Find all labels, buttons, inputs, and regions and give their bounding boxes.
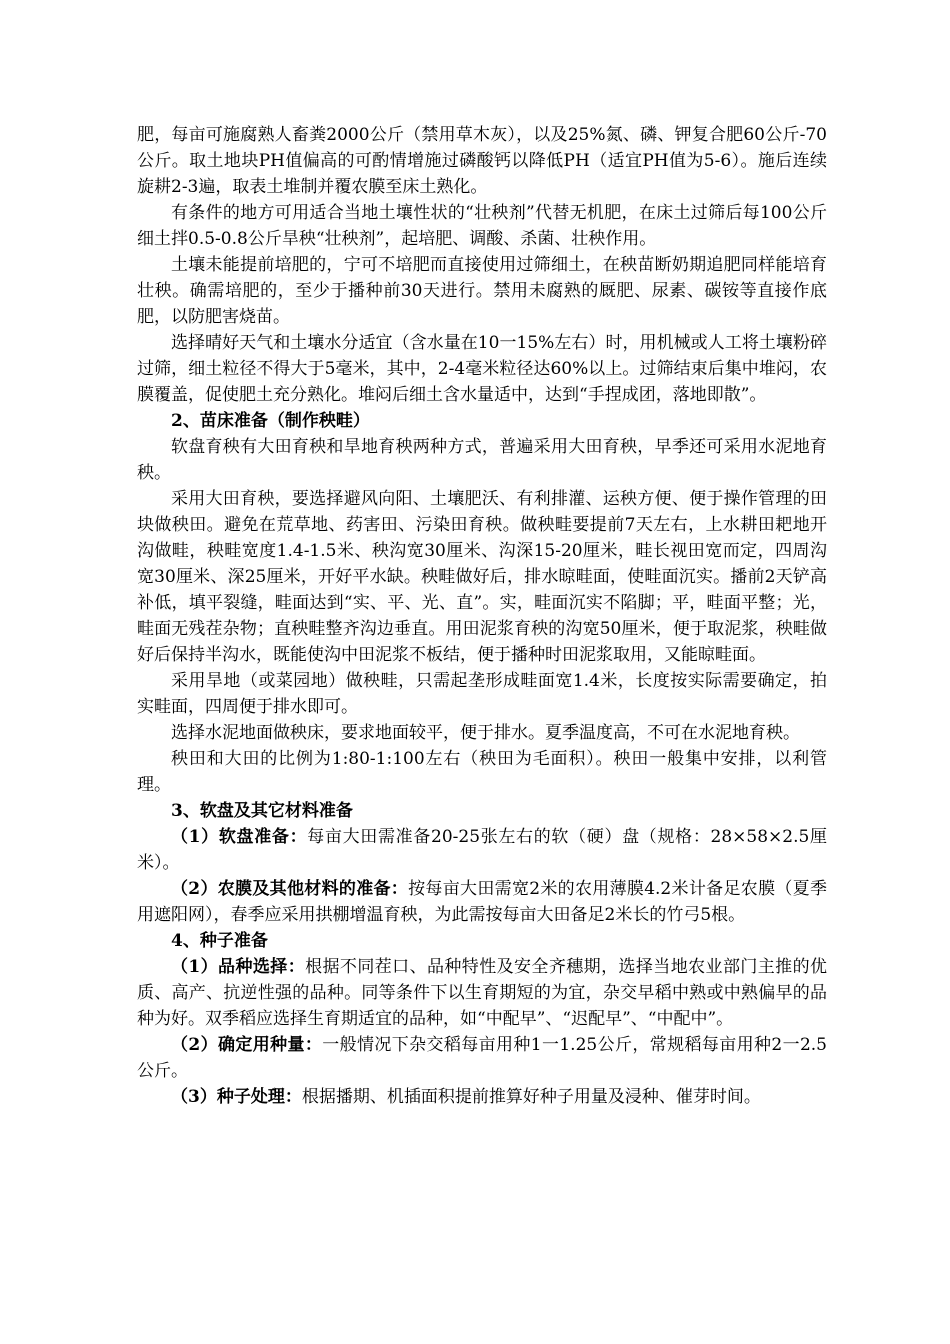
paragraph: 采用大田育秧，要选择避风向阳、土壤肥沃、有利排灌、运秧方便、便于操作管理的田块做秧田。避免在荒草地、药害田、污染田育秧。做秧畦要提前7天左右，上水耕田耙地开沟做畦，秧畦宽度1.4-1.5米、秧沟宽30厘米、沟深15-20厘米，畦长视田宽而定，四周沟宽30厘米、深25厘米，开好平水缺。秧畦做好后，排水晾畦面，使畦面沉实。播前2天铲高补低，填平裂缝，畦面达到“实、平、光、直”。实，畦面沉实不陷脚；平，畦面平整；光，畦面无残茬杂物；直秧畦整齐沟边垂直。用田泥浆育秧的沟宽50厘米，便于取泥浆，秧畦做好后保持半沟水，既能使沟中田泥浆不板结，便于播种时田泥浆取用，又能晾畦面。	[137, 489, 827, 665]
section-heading: 3、软盘及其它材料准备	[171, 801, 353, 821]
paragraph: 肥，每亩可施腐熟人畜粪2000公斤（禁用草木灰），以及25%氮、磷、钾复合肥60公斤-70公斤。取土地块PH值偏高的可酌情增施过磷酸钙以降低PH（适宜PH值为5-6）。施后连续旋耕2-3遍，取表土堆制并覆农膜至床土熟化。	[137, 125, 827, 197]
paragraph	[137, 1032, 827, 1084]
section-heading: 2、苗床准备（制作秧畦）	[171, 411, 370, 431]
item-text: 一般情况下杂交稻每亩用种1一1.25公斤，常规稻每亩用种2一2.5公斤。	[137, 1035, 827, 1081]
paragraph	[137, 876, 827, 928]
paragraph: 选择晴好天气和土壤水分适宜（含水量在10一15%左右）时，用机械或人工将土壤粉碎过筛，细土粒径不得大于5毫米，其中，2-4毫米粒径达60%以上。过筛结束后集中堆闷，农膜覆盖，促使肥土充分熟化。堆闷后细土含水量适中，达到“手捏成团，落地即散”。	[137, 333, 827, 405]
paragraph	[137, 1084, 827, 1110]
item-lead: （2）农膜及其他材料的准备：	[171, 879, 409, 899]
paragraph: 土壤未能提前培肥的，宁可不培肥而直接使用过筛细土，在秧苗断奶期追肥同样能培育壮秧。确需培肥的，至少于播种前30天进行。禁用未腐熟的厩肥、尿素、碳铵等直接作底肥，以防肥害烧苗。	[137, 255, 827, 327]
item-lead: （1）软盘准备：	[171, 827, 308, 847]
paragraph: 采用旱地（或菜园地）做秧畦，只需起垄形成畦面宽1.4米，长度按实际需要确定，拍实畦面，四周便于排水即可。	[137, 671, 827, 717]
item-text: 根据播期、机插面积提前推算好种子用量及浸种、催芽时间。	[301, 1087, 761, 1107]
item-lead: （2）确定用种量：	[171, 1035, 323, 1055]
paragraph: 软盘育秧有大田育秧和旱地育秧两种方式，普遍采用大田育秧，早季还可采用水泥地育秧。	[137, 437, 827, 483]
item-text: 根据不同茬口、品种特性及安全齐穗期，选择当地农业部门主推的优质、高产、抗逆性强的品种。同等条件下以生育期短的为宜，杂交早稻中熟或中熟偏早的品种为好。双季稻应选择生育期适宜的品种，如“中配早”、“迟配早”、“中配中”。	[137, 957, 827, 1029]
item-text: 按每亩大田需宽2米的农用薄膜4.2米计备足农膜（夏季用遮阳网），春季应采用拱棚增温育秧，为此需按每亩大田备足2米长的竹弓5根。	[137, 879, 827, 925]
paragraph: 有条件的地方可用适合当地土壤性状的“壮秧剂”代替无机肥，在床土过筛后每100公斤细土拌0.5-0.8公斤旱秧“壮秧剂”，起培肥、调酸、杀菌、壮秧作用。	[137, 203, 827, 249]
item-text: 每亩大田需准备20-25张左右的软（硬）盘（规格：28×58×2.5厘米）。	[137, 827, 827, 873]
section-heading: 4、种子准备	[171, 931, 268, 951]
item-lead: （3）种子处理：	[171, 1087, 302, 1107]
item-lead: （1）品种选择：	[171, 957, 306, 977]
document-body	[137, 122, 827, 1110]
paragraph	[137, 954, 827, 1032]
paragraph	[137, 824, 827, 876]
paragraph: 秧田和大田的比例为1:80-1:100左右（秧田为毛面积）。秧田一般集中安排，以利管理。	[137, 749, 827, 795]
paragraph: 选择水泥地面做秧床，要求地面较平，便于排水。夏季温度高，不可在水泥地育秧。	[171, 723, 800, 743]
